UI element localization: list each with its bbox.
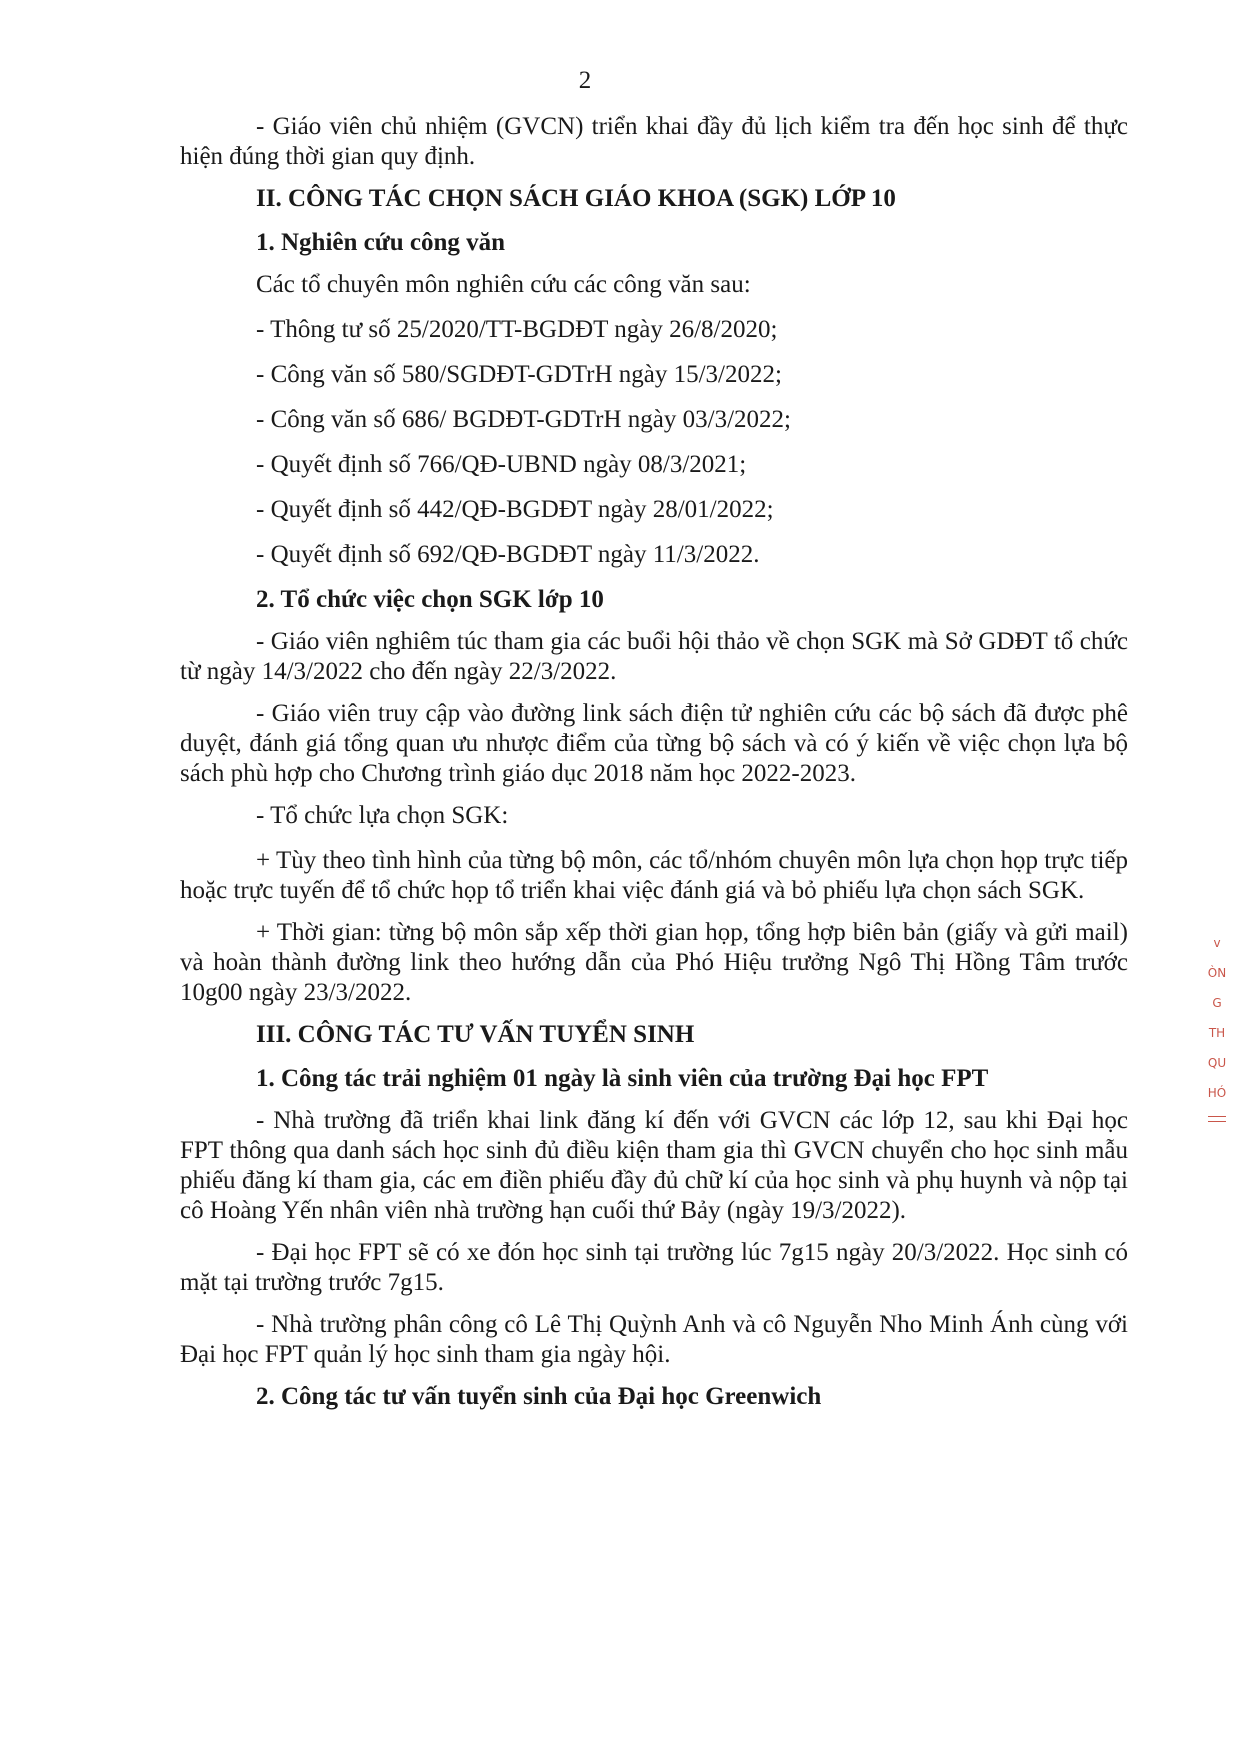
stamp-fragment: TH <box>1208 1026 1226 1040</box>
body-paragraph: - Nhà trường đã triển khai link đăng kí đến với GVCN các lớp 12, sau khi Đại học FPT thông qua danh sách học sinh đủ điều kiện tham gia thì GVCN chuyển cho học sinh mẫu phiếu đăng kí tham gia, các em điền phiếu đầy đủ chữ kí của học sinh và phụ huynh và nộp tại cô Hoàng Yến nhân viên nhà trường hạn cuối thứ Bảy (ngày 19/3/2022). <box>180 1107 1128 1224</box>
stamp-fragment: v <box>1213 936 1221 950</box>
stamp-fragment: QU <box>1207 1056 1227 1070</box>
document-body <box>180 112 1128 1424</box>
body-paragraph: - Đại học FPT sẽ có xe đón học sinh tại trường lúc 7g15 ngày 20/3/2022. Học sinh có mặt tại trường trước 7g15. <box>180 1239 1128 1296</box>
stamp-fragment: ÒN <box>1207 966 1227 980</box>
list-item: - Quyết định số 766/QĐ-UBND ngày 08/3/2021; <box>256 451 747 478</box>
subsection-heading: 1. Công tác trải nghiệm 01 ngày là sinh viên của trường Đại học FPT <box>256 1065 989 1092</box>
page-number: 2 <box>578 67 592 94</box>
list-item: - Công văn số 580/SGDĐT-GDTrH ngày 15/3/2022; <box>256 361 782 388</box>
list-item: - Thông tư số 25/2020/TT-BGDĐT ngày 26/8/2020; <box>256 316 778 343</box>
section-heading: III. CÔNG TÁC TƯ VẤN TUYỂN SINH <box>256 1021 695 1048</box>
body-line: - Tổ chức lựa chọn SGK: <box>256 802 509 829</box>
stamp-fragment: G <box>1212 996 1222 1010</box>
subsection-heading: 2. Công tác tư vấn tuyển sinh của Đại học Greenwich <box>256 1383 822 1410</box>
list-item: - Quyết định số 442/QĐ-BGDĐT ngày 28/01/2022; <box>256 496 774 523</box>
body-line: Các tổ chuyên môn nghiên cứu các công văn sau: <box>256 271 751 298</box>
stamp-fragment: HÓ <box>1207 1086 1227 1100</box>
body-paragraph: - Giáo viên truy cập vào đường link sách điện tử nghiên cứu các bộ sách đã được phê duyệt, đánh giá tổng quan ưu nhược điểm của từng bộ sách và có ý kiến về việc chọn lựa bộ sách phù hợp cho Chương trình giáo dục 2018 năm học 2022-2023. <box>180 700 1128 787</box>
body-paragraph: - Nhà trường phân công cô Lê Thị Quỳnh Anh và cô Nguyễn Nho Minh Ánh cùng với Đại học FPT quản lý học sinh tham gia ngày hội. <box>180 1311 1128 1368</box>
list-item: - Công văn số 686/ BGDĐT-GDTrH ngày 03/3/2022; <box>256 406 791 433</box>
subsection-heading: 2. Tổ chức việc chọn SGK lớp 10 <box>256 586 604 613</box>
stamp-line <box>1208 1121 1226 1122</box>
subsection-heading: 1. Nghiên cứu công văn <box>256 229 506 256</box>
body-paragraph: + Tùy theo tình hình của từng bộ môn, các tổ/nhóm chuyên môn lựa chọn họp trực tiếp hoặc trực tuyến để tổ chức họp tổ triển khai việc đánh giá và bỏ phiếu lựa chọn sách SGK. <box>180 847 1128 904</box>
body-paragraph: + Thời gian: từng bộ môn sắp xếp thời gian họp, tổng hợp biên bản (giấy và gửi mail) và hoàn thành đường link theo hướng dẫn của Phó Hiệu trưởng Ngô Thị Hồng Tâm trước 10g00 ngày 23/3/2022. <box>180 919 1128 1006</box>
list-item: - Quyết định số 692/QĐ-BGDĐT ngày 11/3/2022. <box>256 541 760 568</box>
stamp-line <box>1208 1116 1226 1117</box>
seal-stamp-edge <box>1204 936 1230 1122</box>
section-heading: II. CÔNG TÁC CHỌN SÁCH GIÁO KHOA (SGK) LỚP 10 <box>256 185 896 212</box>
body-paragraph: - Giáo viên chủ nhiệm (GVCN) triển khai đầy đủ lịch kiểm tra đến học sinh để thực hiện đúng thời gian quy định. <box>180 113 1128 170</box>
body-paragraph: - Giáo viên nghiêm túc tham gia các buổi hội thảo về chọn SGK mà Sở GDĐT tổ chức từ ngày 14/3/2022 cho đến ngày 22/3/2022. <box>180 628 1128 685</box>
